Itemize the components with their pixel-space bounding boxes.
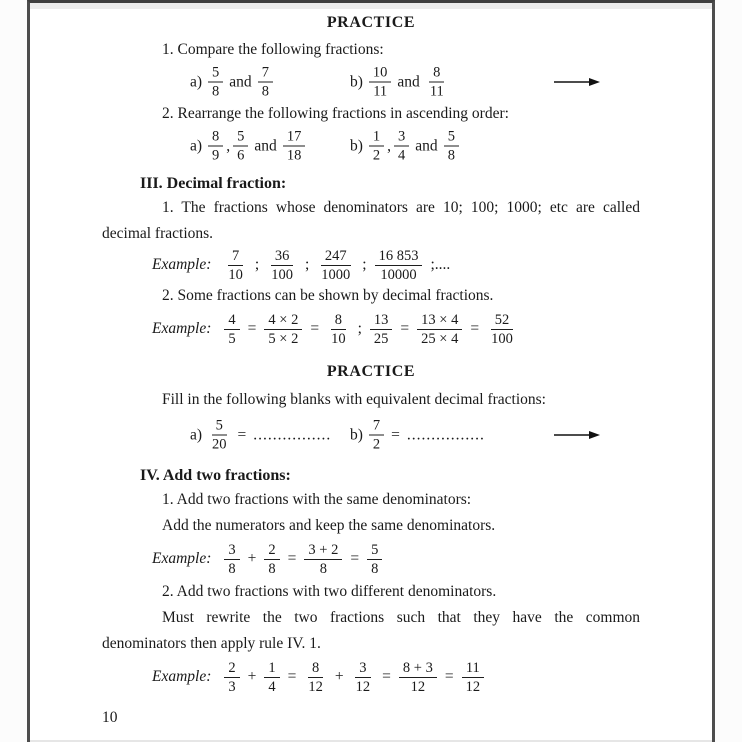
conjunction: and (415, 137, 438, 154)
example-label: Example: (152, 550, 212, 567)
separator: ;.... (430, 256, 451, 273)
fraction: $\frac{4}{5}$ (224, 312, 239, 347)
fraction: $\frac{4 \times 2}{5 \times 2}$ (264, 312, 302, 347)
page-number: 10 (102, 709, 118, 726)
fraction: $\frac{2}{8}$ (264, 542, 279, 577)
equals-sign: = (310, 320, 320, 337)
answer-blank: ................ (253, 426, 332, 443)
equals-sign: = (247, 320, 257, 337)
compare-item-a (190, 65, 273, 100)
example-label: Example: (152, 668, 212, 685)
fraction: $\frac{8}{9}$ (208, 129, 223, 164)
page-top-shadow (30, 3, 712, 9)
fraction: $\frac{2}{3}$ (224, 660, 239, 695)
compare-item-b (350, 65, 448, 100)
fraction: $\frac{7}{8}$ (258, 65, 273, 100)
fraction: $\frac{5}{8}$ (367, 542, 382, 577)
fraction: $\frac{8}{11}$ (429, 64, 444, 100)
item-label: a) (190, 426, 203, 443)
paragraph-shown-by-decimal: 2. Some fractions can be shown by decimal fractions. (162, 287, 494, 304)
conjunction: and (254, 137, 277, 154)
fraction: $\frac{247}{1000}$ (321, 247, 351, 283)
item-label: b) (350, 137, 363, 154)
paragraph-line: denominators then apply rule IV. 1. (102, 635, 321, 652)
fraction: $\frac{7}{2}$ (369, 418, 384, 453)
fraction-row-rearrange (102, 127, 640, 165)
comma: , (387, 137, 392, 154)
fraction: $\frac{13 \times 4}{25 \times 4}$ (417, 312, 462, 347)
separator: ; (362, 256, 367, 273)
fill-in-item-b (350, 418, 485, 453)
plus-sign: + (247, 668, 257, 685)
equals-sign: = (287, 550, 297, 567)
separator: ; (357, 320, 362, 337)
paragraph-decimal-definition (102, 195, 640, 247)
equals-sign: = (400, 320, 410, 337)
fraction: $\frac{36}{100}$ (271, 247, 293, 283)
equals-sign: = (350, 550, 360, 567)
fill-in-item-a (190, 418, 331, 453)
fraction: $\frac{5}{20}$ (212, 417, 227, 453)
fraction: $\frac{17}{18}$ (283, 129, 306, 164)
document-page (27, 0, 715, 742)
paragraph-add-numerators: Add the numerators and keep the same denominators. (162, 517, 496, 534)
right-arrow-icon (554, 76, 600, 88)
item-label: a) (190, 137, 203, 154)
fraction: $\frac{11}{12}$ (462, 660, 485, 695)
rearrange-item-b (350, 129, 459, 164)
fraction: $\frac{52}{100}$ (491, 311, 513, 347)
fraction: $\frac{10}{11}$ (369, 65, 392, 100)
paragraph-different-denominators: 2. Add two fractions with two different denominators. (162, 583, 497, 600)
fraction: $\frac{1}{2}$ (369, 129, 384, 164)
separator: ; (304, 256, 310, 273)
rearrange-item-a (190, 129, 305, 164)
fill-in-instruction: Fill in the following blanks with equivalent decimal fractions: (162, 391, 546, 408)
equals-sign: = (382, 668, 391, 685)
fraction: $\frac{3}{12}$ (355, 659, 371, 695)
separator: ; (254, 256, 260, 273)
example-decimal-fractions (152, 247, 640, 283)
paragraph-rewrite-rule (102, 605, 640, 657)
item-label: b) (350, 73, 363, 90)
practice-heading-2: PRACTICE (326, 363, 416, 380)
fraction: $\frac{8}{12}$ (308, 659, 323, 695)
equals-sign: = (237, 426, 247, 443)
section-heading-add-fractions: IV. Add two fractions: (140, 467, 291, 484)
fill-in-row (102, 413, 640, 457)
fraction: $\frac{3}{8}$ (224, 542, 239, 577)
item-label: a) (190, 73, 203, 90)
example-add-different-denominator (152, 657, 640, 697)
fraction: $\frac{13}{25}$ (370, 312, 393, 347)
fraction-row-compare (102, 63, 640, 101)
practice-heading-1: PRACTICE (326, 14, 416, 31)
section-heading-decimal-fraction: III. Decimal fraction: (140, 175, 287, 192)
example-label: Example: (152, 256, 212, 273)
example-label: Example: (152, 320, 212, 337)
answer-blank: ................ (406, 426, 485, 443)
right-arrow-icon (554, 429, 600, 441)
question-2-text: 2. Rearrange the following fractions in ascending order: (162, 105, 509, 122)
fraction: $\frac{5}{6}$ (233, 129, 248, 164)
equals-sign: = (391, 426, 400, 443)
equals-sign: = (444, 668, 454, 685)
paragraph-line: Must rewrite the two fractions such that they have the common (162, 609, 640, 626)
plus-sign: + (247, 550, 257, 567)
page-content (30, 15, 712, 731)
fraction: $\frac{1}{4}$ (264, 660, 279, 695)
comma: , (226, 137, 231, 154)
fraction: $\frac{5}{8}$ (208, 65, 223, 100)
fraction: $\frac{16 853}{10000}$ (375, 248, 423, 283)
fraction: $\frac{3}{4}$ (394, 129, 409, 164)
plus-sign: + (334, 668, 344, 685)
fraction: $\frac{8 + 3}{12}$ (399, 660, 437, 695)
equals-sign: = (470, 320, 480, 337)
conjunction: and (229, 73, 252, 90)
conjunction: and (397, 73, 420, 90)
question-1-text: 1. Compare the following fractions: (162, 41, 384, 58)
fraction: $\frac{3 + 2}{8}$ (304, 542, 342, 577)
equals-sign: = (287, 668, 297, 685)
example-add-same-denominator (152, 539, 640, 579)
paragraph-line: decimal fractions. (102, 225, 214, 242)
fraction: $\frac{5}{8}$ (444, 129, 459, 164)
paragraph-same-denominators: 1. Add two fractions with the same denominators: (162, 491, 472, 508)
fraction: $\frac{8}{10}$ (331, 311, 346, 347)
paragraph-line: 1. The fractions whose denominators are 10; 100; 1000; etc are called (162, 199, 640, 216)
example-equivalent-decimals (152, 309, 640, 349)
fraction: $\frac{7}{10}$ (228, 247, 243, 283)
item-label: b) (350, 426, 363, 443)
